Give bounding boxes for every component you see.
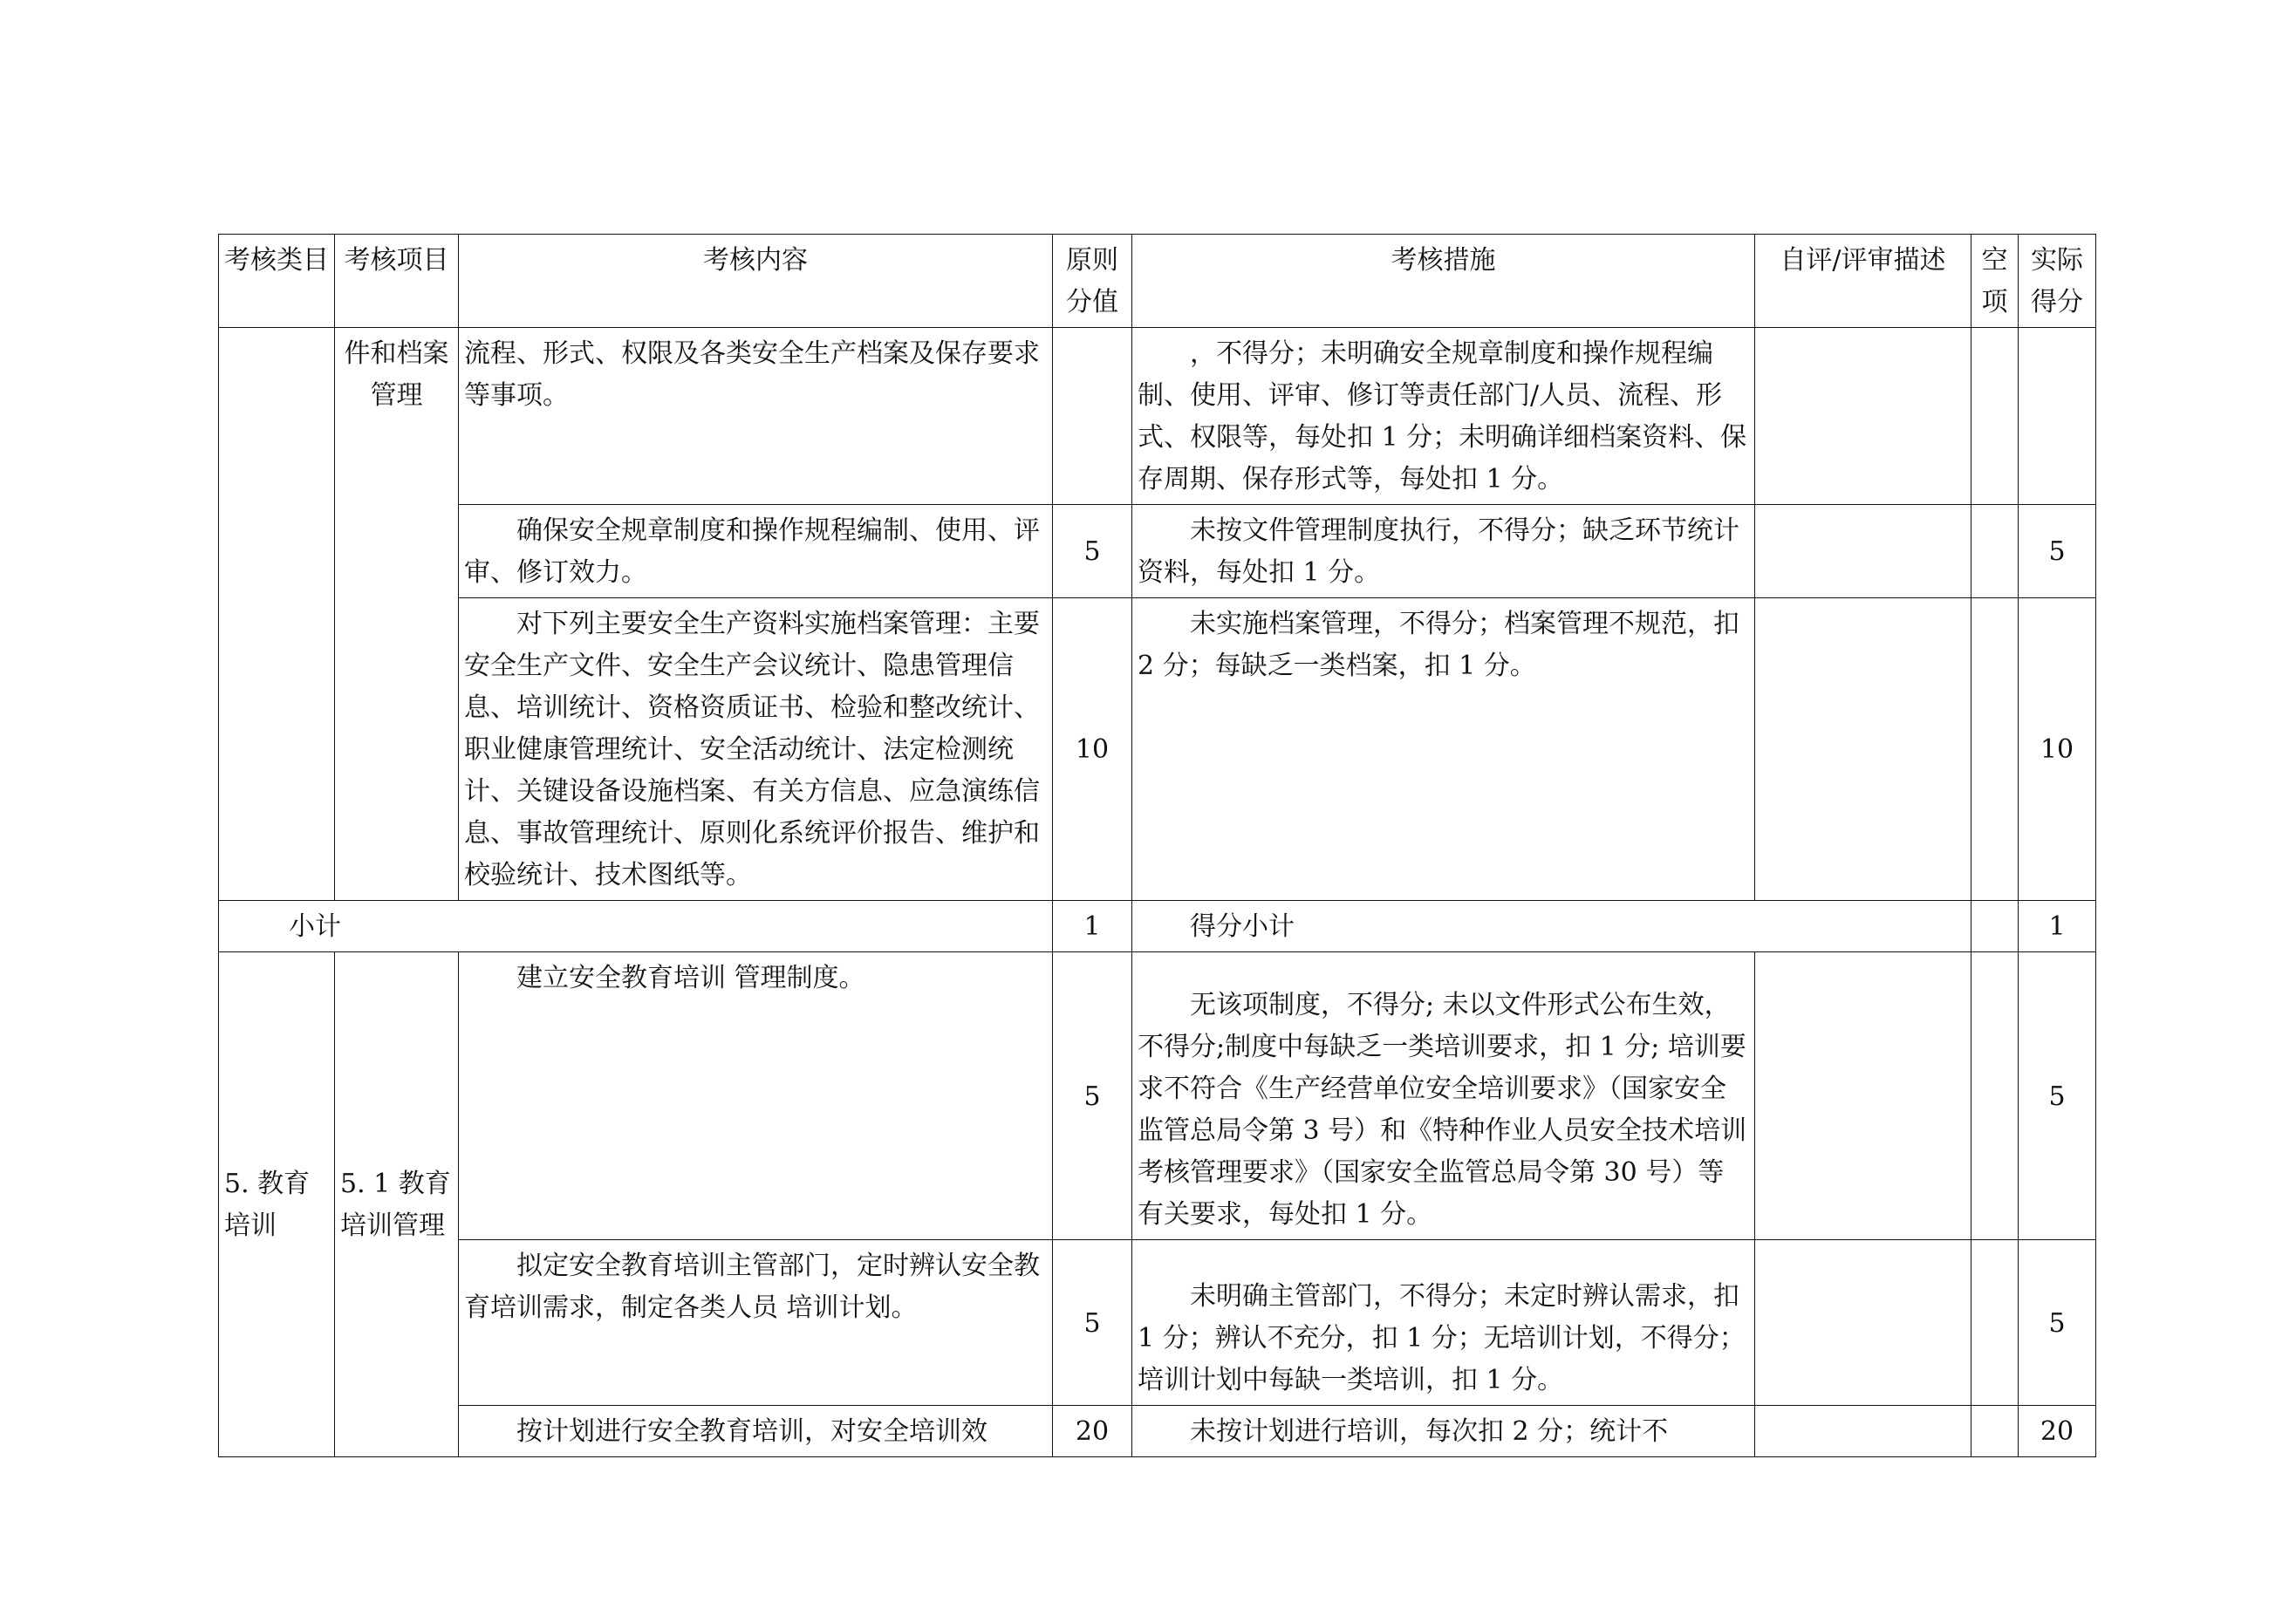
content-cell: 按计划进行安全教育培训，对安全培训效	[459, 1406, 1053, 1457]
content-cell: 建立安全教育培训 管理制度。	[459, 952, 1053, 1240]
empty-cell	[1971, 1240, 2019, 1406]
empty-cell	[1971, 505, 2019, 598]
actual-score-cell: 20	[2019, 1406, 2096, 1457]
header-item: 考核项目	[335, 235, 459, 328]
header-row	[219, 235, 2096, 328]
header-actual-score: 实际得分	[2019, 235, 2096, 328]
table-row	[219, 598, 2096, 901]
empty-cell	[1971, 328, 2019, 505]
score-cell	[1053, 328, 1132, 505]
measures-cell: 未按文件管理制度执行，不得分；缺乏环节统计资料，每处扣 1 分。	[1132, 505, 1755, 598]
actual-score-cell: 5	[2019, 505, 2096, 598]
item-cell: 5. 1 教育培训管理	[335, 952, 459, 1457]
header-content: 考核内容	[459, 235, 1053, 328]
actual-score-cell: 10	[2019, 598, 2096, 901]
score-cell: 5	[1053, 952, 1132, 1240]
category-cell-empty	[219, 328, 335, 901]
score-cell: 20	[1053, 1406, 1132, 1457]
content-cell: 对下列主要安全生产资料实施档案管理：主要安全生产文件、安全生产会议统计、隐患管理信息、培训统计、资格资质证书、检验和整改统计、职业健康管理统计、安全活动统计、法定检测统计、关键设备设施档案、有关方信息、应急演练信息、事故管理统计、原则化系统评价报告、维护和校验统计、技术图纸等。	[459, 598, 1053, 901]
actual-score-cell	[2019, 328, 2096, 505]
measures-cell: ，不得分；未明确安全规章制度和操作规程编制、使用、评审、修订等责任部门/人员、流程、形式、权限等，每处扣 1 分；未明确详细档案资料、保存周期、保存形式等，每处扣 1 分。	[1132, 328, 1755, 505]
measures-cell: 未按计划进行培训，每次扣 2 分；统计不	[1132, 1406, 1755, 1457]
subtotal-actual: 1	[2019, 901, 2096, 952]
table-row	[219, 328, 2096, 505]
header-self-review: 自评/评审描述	[1755, 235, 1971, 328]
subtotal-score: 1	[1053, 901, 1132, 952]
table-row	[219, 1406, 2096, 1457]
self-review-cell	[1755, 1240, 1971, 1406]
header-standard-score: 原则分值	[1053, 235, 1132, 328]
actual-score-cell: 5	[2019, 952, 2096, 1240]
score-cell: 10	[1053, 598, 1132, 901]
self-review-cell	[1755, 505, 1971, 598]
subtotal-label: 小计	[219, 901, 1053, 952]
content-cell: 确保安全规章制度和操作规程编制、使用、评审、修订效力。	[459, 505, 1053, 598]
self-review-cell	[1755, 1406, 1971, 1457]
measures-cell: 未明确主管部门，不得分；未定时辨认需求，扣 1 分；辨认不充分，扣 1 分；无培训计划，不得分；培训计划中每缺一类培训，扣 1 分。	[1132, 1240, 1755, 1406]
measures-cell: 未实施档案管理，不得分；档案管理不规范，扣 2 分；每缺乏一类档案，扣 1 分。	[1132, 598, 1755, 901]
measures-cell: 无该项制度，不得分; 未以文件形式公布生效，不得分;制度中每缺乏一类培训要求，扣 1 分; 培训要求不符合《生产经营单位安全培训要求》（国家安全监管总局令第 3 号）和《特种作业人员安全技术培训考核管理要求》（国家安全监管总局令第 30 号）等有关要求，每处扣 1 分。	[1132, 952, 1755, 1240]
content-cell: 流程、形式、权限及各类安全生产档案及保存要求等事项。	[459, 328, 1053, 505]
table-row	[219, 505, 2096, 598]
content-cell: 拟定安全教育培训主管部门，定时辨认安全教育培训需求，制定各类人员 培训计划。	[459, 1240, 1053, 1406]
empty-cell	[1971, 952, 2019, 1240]
score-cell: 5	[1053, 1240, 1132, 1406]
category-cell: 5. 教育培训	[219, 952, 335, 1457]
self-review-cell	[1755, 328, 1971, 505]
empty-cell	[1971, 1406, 2019, 1457]
header-category: 考核类目	[219, 235, 335, 328]
header-empty: 空项	[1971, 235, 2019, 328]
actual-score-cell: 5	[2019, 1240, 2096, 1406]
subtotal-row	[219, 901, 2096, 952]
self-review-cell	[1755, 598, 1971, 901]
assessment-table	[218, 234, 2096, 1457]
header-measures: 考核措施	[1132, 235, 1755, 328]
subtotal-measure: 得分小计	[1132, 901, 1971, 952]
score-cell: 5	[1053, 505, 1132, 598]
empty-cell	[1971, 901, 2019, 952]
self-review-cell	[1755, 952, 1971, 1240]
table-row	[219, 952, 2096, 1240]
item-cell-continued: 件和档案管理	[335, 328, 459, 901]
empty-cell	[1971, 598, 2019, 901]
table-row	[219, 1240, 2096, 1406]
